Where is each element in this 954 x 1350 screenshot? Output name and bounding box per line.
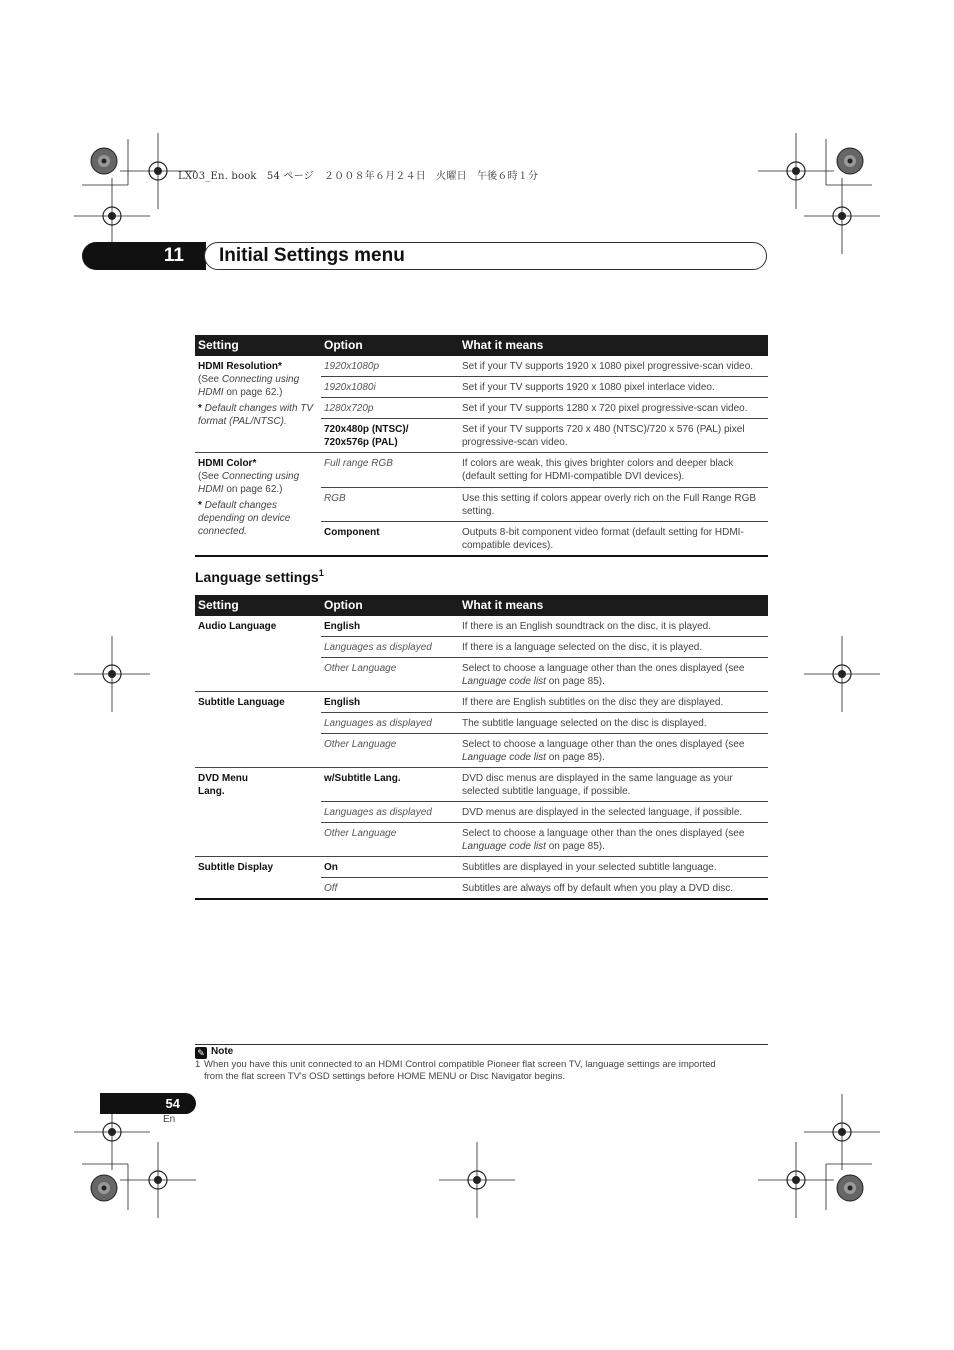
option-english: English: [321, 692, 459, 713]
meaning-text: If colors are weak, this gives brighter colors and deeper black (default setting for HDMI-compatible DVI devices).: [459, 453, 768, 488]
language-settings-table: [195, 595, 768, 900]
file-info: LX03_En. book 54 ページ ２００８年６月２４日 火曜日 午後６時１分: [178, 171, 539, 182]
header-setting: Setting: [195, 335, 321, 356]
option-1920x1080i: 1920x1080i: [321, 377, 459, 398]
meaning-text: Set if your TV supports 1280 x 720 pixel progressive-scan video.: [459, 398, 768, 419]
header-meaning: What it means: [459, 595, 768, 616]
setting-hdmi-resolution: [195, 356, 321, 453]
option-1920x1080p: 1920x1080p: [321, 356, 459, 377]
chapter-title: Initial Settings menu: [219, 245, 405, 266]
setting-subtitle-display: Subtitle Display: [195, 857, 321, 900]
meaning-text: DVD disc menus are displayed in the same language as your selected subtitle language, if possible.: [459, 768, 768, 802]
option-other-language: Other Language: [321, 734, 459, 768]
meaning-text: Set if your TV supports 1920 x 1080 pixel progressive-scan video.: [459, 356, 768, 377]
meaning-text: Set if your TV supports 1920 x 1080 pixel interlace video.: [459, 377, 768, 398]
meaning-text: Subtitles are displayed in your selected subtitle language.: [459, 857, 768, 878]
meaning-text: If there is a language selected on the disc, it is played.: [459, 637, 768, 658]
setting-note: (See Connecting using HDMI on page 62.): [198, 374, 300, 398]
option-full-range-rgb: Full range RGB: [321, 453, 459, 488]
option-other-language: Other Language: [321, 823, 459, 857]
setting-dvd-menu-lang: DVD Menu Lang.: [195, 768, 321, 857]
setting-default-note: * Default changes depending on device connected.: [198, 500, 291, 537]
setting-name: HDMI Color*: [198, 458, 257, 469]
table-row: [195, 692, 768, 713]
table-row: [195, 857, 768, 878]
footnote-text: 1 When you have this unit connected to an HDMI Control compatible Pioneer flat screen TV, language settings are imported from the flat screen TV's OSD settings before HOME MENU or Disc Navigator begins.: [195, 1059, 716, 1082]
table-row: [195, 356, 768, 377]
table-row: [195, 768, 768, 802]
header-meaning: What it means: [459, 335, 768, 356]
header-setting: Setting: [195, 595, 321, 616]
note-divider: [195, 1044, 768, 1045]
option-other-language: Other Language: [321, 658, 459, 692]
table-row: [195, 616, 768, 637]
table-header-row: [195, 595, 768, 616]
table-row: [195, 453, 768, 488]
option-w-subtitle-lang: w/Subtitle Lang.: [321, 768, 459, 802]
page-number: 54: [100, 1093, 196, 1114]
meaning-text: If there are English subtitles on the disc they are displayed.: [459, 692, 768, 713]
meaning-text: The subtitle language selected on the disc is displayed.: [459, 713, 768, 734]
option-english: English: [321, 616, 459, 637]
meaning-text: If there is an English soundtrack on the disc, it is played.: [459, 616, 768, 637]
setting-note: (See Connecting using HDMI on page 62.): [198, 471, 300, 495]
header-option: Option: [321, 595, 459, 616]
section-heading-language: Language settings$^1$: [195, 568, 324, 585]
meaning-text: Outputs 8-bit component video format (default setting for HDMI-compatible devices).: [459, 522, 768, 557]
page-language: En: [163, 1114, 176, 1125]
table-header-row: [195, 335, 768, 356]
option-component: Component: [321, 522, 459, 557]
meaning-text: Subtitles are always off by default when you play a DVD disc.: [459, 878, 768, 900]
chapter-title-box: [204, 242, 767, 270]
footnote-ref: 1: [318, 568, 324, 578]
option-languages-as-displayed: Languages as displayed: [321, 637, 459, 658]
option-on: On: [321, 857, 459, 878]
note-icon: ✎: [195, 1047, 207, 1059]
chapter-number: 11: [82, 242, 206, 270]
note-label: Note: [211, 1046, 234, 1057]
option-languages-as-displayed: Languages as displayed: [321, 802, 459, 823]
setting-hdmi-color: [195, 453, 321, 557]
option-1280x720p: 1280x720p: [321, 398, 459, 419]
hdmi-settings-table: [195, 335, 768, 557]
option-languages-as-displayed: Languages as displayed: [321, 713, 459, 734]
option-720x480p: 720x480p (NTSC)/ 720x576p (PAL): [321, 419, 459, 453]
meaning-text: Select to choose a language other than the ones displayed (see Language code list on page 85).: [459, 734, 768, 768]
setting-default-note: * Default changes with TV format (PAL/NTSC).: [198, 403, 314, 427]
meaning-text: DVD menus are displayed in the selected language, if possible.: [459, 802, 768, 823]
option-rgb: RGB: [321, 488, 459, 522]
setting-name: HDMI Resolution*: [198, 361, 282, 372]
setting-audio-language: Audio Language: [195, 616, 321, 692]
setting-subtitle-language: Subtitle Language: [195, 692, 321, 768]
option-off: Off: [321, 878, 459, 900]
meaning-text: Select to choose a language other than the ones displayed (see Language code list on page 85).: [459, 823, 768, 857]
header-option: Option: [321, 335, 459, 356]
meaning-text: Select to choose a language other than the ones displayed (see Language code list on page 85).: [459, 658, 768, 692]
meaning-text: Set if your TV supports 720 x 480 (NTSC)/720 x 576 (PAL) pixel progressive-scan video.: [459, 419, 768, 453]
meaning-text: Use this setting if colors appear overly rich on the Full Range RGB setting.: [459, 488, 768, 522]
